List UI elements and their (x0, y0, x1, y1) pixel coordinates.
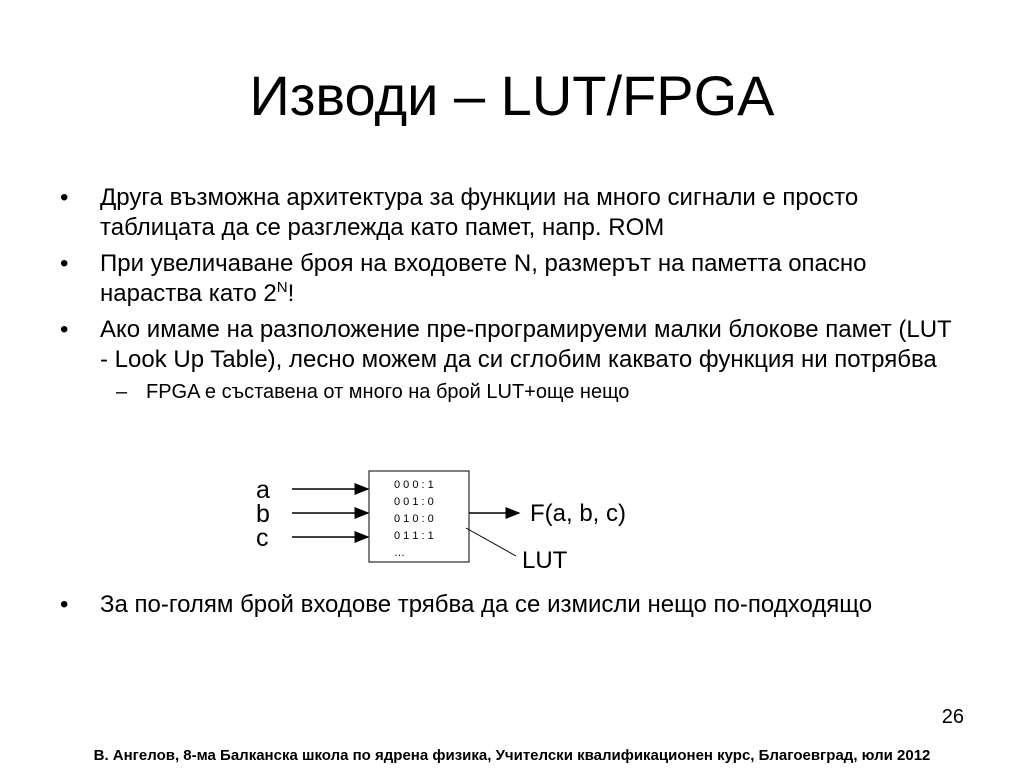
truth-table-row: 0 0 0 : 1 (394, 479, 434, 491)
bullet-text: Друга възможна архитектура за функции на много сигнали е просто таблицата да се разглежда като памет, напр. ROM (100, 184, 859, 241)
input-label-a: a (256, 476, 270, 504)
footer-credit: В. Ангелов, 8-ма Балканска школа по ядрена физика, Учителски квалификационен курс, Благоевград, юли 2012 (93, 747, 931, 764)
bullet-text-tail: ! (287, 280, 295, 307)
sub-bullet-list (100, 379, 958, 405)
bullet-text: При увеличаване броя на входовете N, размерът на паметта опасно нараства като 2 (100, 250, 867, 307)
lut-callout-line (466, 528, 516, 556)
bullet-text: Ако имаме на разположение пре-програмируеми малки блокове памет (LUT - Look Up Table), лесно можем да си сглобим каквато функция ни потрябва (100, 316, 952, 373)
page-number: 26 (941, 706, 964, 728)
truth-table-row: 0 1 0 : 0 (394, 513, 434, 525)
bullet-item (58, 590, 958, 620)
slide-title: Изводи – LUT/FPGA (249, 64, 775, 127)
lut-label: LUT (522, 547, 568, 574)
bullet-item (58, 315, 958, 405)
lut-diagram (240, 470, 680, 585)
sub-bullet-text: FPGA е съставена от много на брой LUT+още нещо (146, 381, 630, 403)
bullet-item (58, 183, 958, 243)
bullet-text: За по-голям брой входове трябва да се измисли нещо по-подходящо (100, 591, 873, 618)
input-label-b: b (256, 500, 270, 528)
output-label: F(a, b, c) (530, 500, 627, 527)
truth-table-row: … (394, 547, 405, 559)
truth-table-row: 0 0 1 : 0 (394, 496, 434, 508)
superscript-n: N (276, 279, 288, 296)
bullet-item (58, 249, 958, 309)
truth-table-row: 0 1 1 : 1 (394, 530, 434, 542)
bullet-list-bottom (58, 590, 958, 626)
bullet-list (58, 183, 958, 411)
sub-bullet-item (100, 379, 958, 405)
input-label-c: c (256, 524, 269, 552)
